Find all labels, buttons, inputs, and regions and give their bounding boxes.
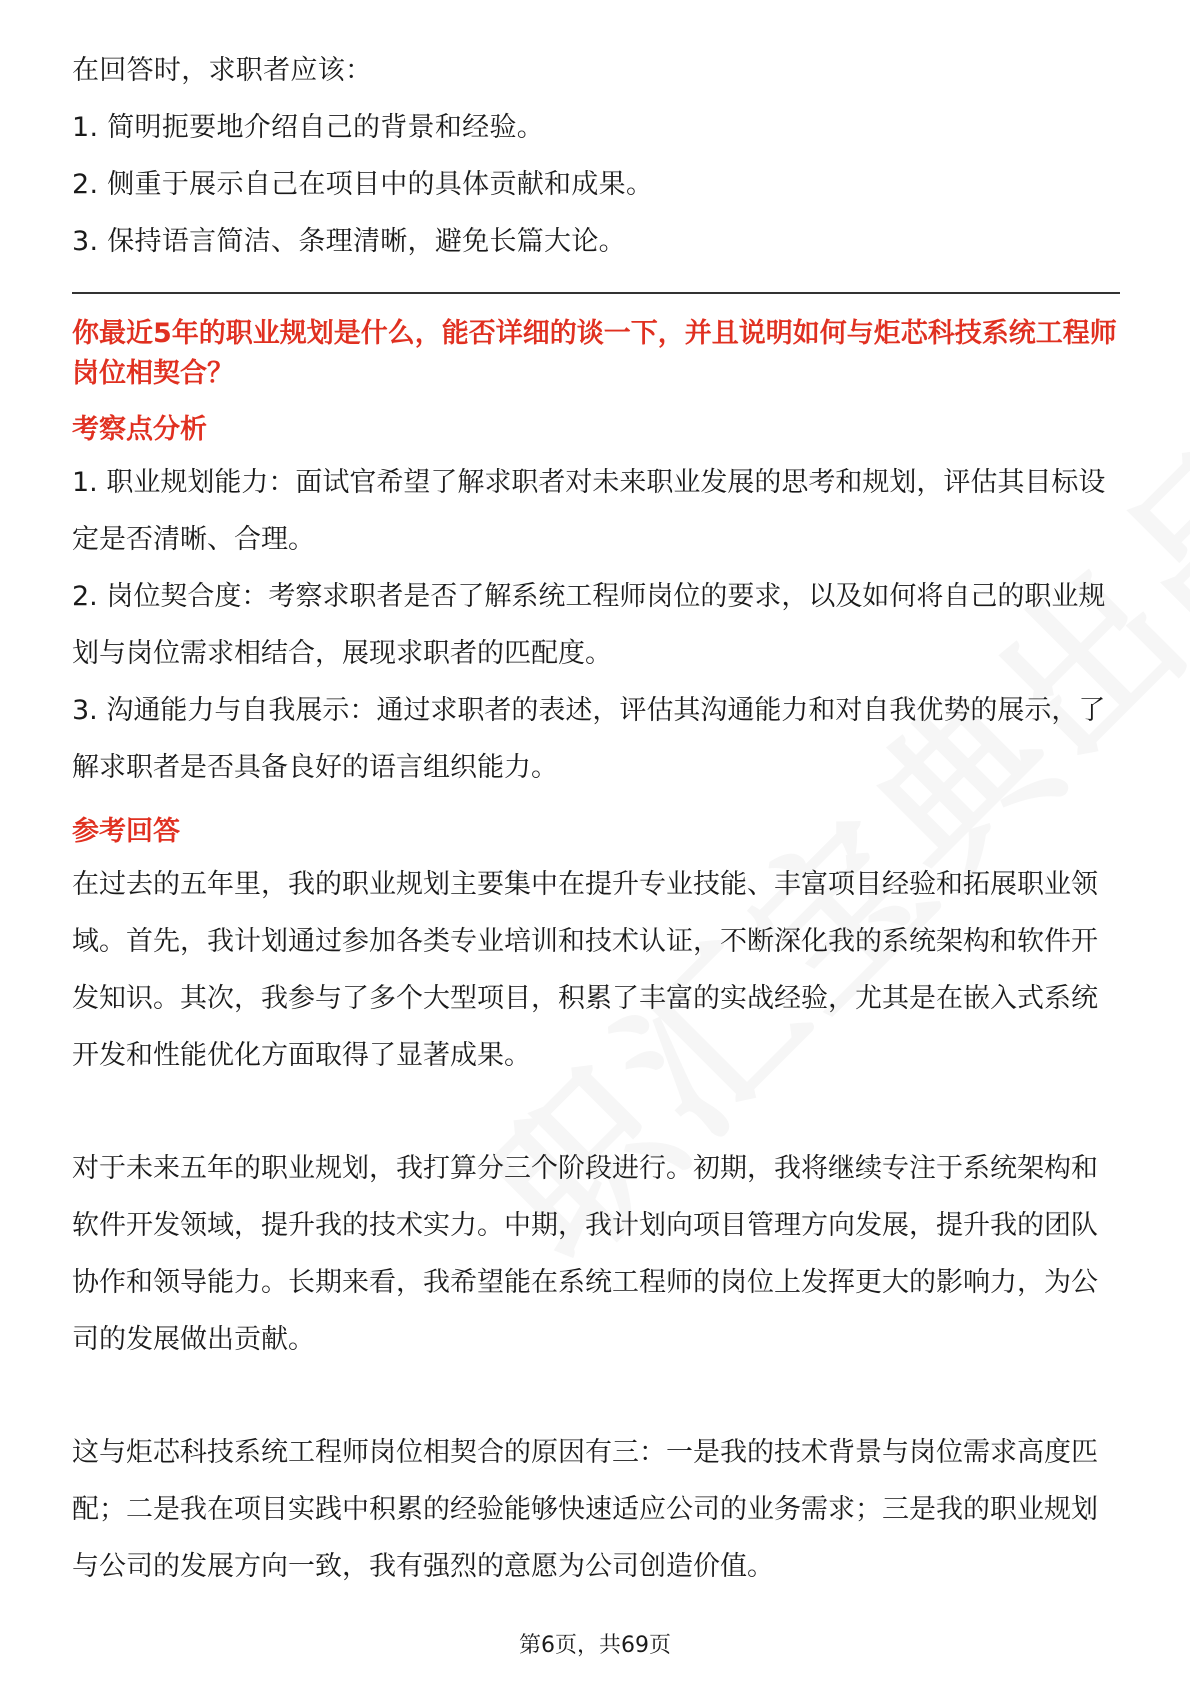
answer-body	[72, 856, 1120, 1595]
page-number: 第6页，共69页	[519, 1633, 671, 1658]
analysis-heading: 考察点分析	[72, 414, 207, 445]
intro-lead: 在回答时，求职者应该：	[72, 55, 373, 86]
answer-paragraph: 对于未来五年的职业规划，我打算分三个阶段进行。初期，我将继续专注于系统架构和软件开发领域，提升我的技术实力。中期，我计划向项目管理方向发展，提升我的团队协作和领导能力。长期来看，我希望能在系统工程师的岗位上发挥更大的影响力，为公司的发展做出贡献。	[72, 1153, 1098, 1355]
document-page	[72, 0, 1120, 1595]
section-divider	[72, 292, 1120, 294]
answer-paragraph: 在过去的五年里，我的职业规划主要集中在提升专业技能、丰富项目经验和拓展职业领域。首先，我计划通过参加各类专业培训和技术认证，不断深化我的系统架构和软件开发知识。其次，我参与了多个大型项目，积累了丰富的实战经验，尤其是在嵌入式系统开发和性能优化方面取得了显著成果。	[72, 869, 1098, 1071]
intro-section	[72, 0, 1120, 270]
analysis-item: 1. 职业规划能力：面试官希望了解求职者对未来职业发展的思考和规划，评估其目标设定是否清晰、合理。	[72, 467, 1106, 555]
analysis-list	[72, 454, 1120, 796]
analysis-item: 2. 岗位契合度：考察求职者是否了解系统工程师岗位的要求，以及如何将自己的职业规划与岗位需求相结合，展现求职者的匹配度。	[72, 581, 1106, 669]
analysis-item: 3. 沟通能力与自我展示：通过求职者的表述，评估其沟通能力和对自我优势的展示，了解求职者是否具备良好的语言组织能力。	[72, 695, 1106, 783]
answer-paragraph: 这与炬芯科技系统工程师岗位相契合的原因有三：一是我的技术背景与岗位需求高度匹配；二是我在项目实践中积累的经验能够快速适应公司的业务需求；三是我的职业规划与公司的发展方向一致，我有强烈的意愿为公司创造价值。	[72, 1437, 1098, 1582]
intro-item: 3. 保持语言简洁、条理清晰，避免长篇大论。	[72, 226, 626, 257]
intro-item: 2. 侧重于展示自己在项目中的具体贡献和成果。	[72, 169, 654, 200]
question-title: 你最近5年的职业规划是什么，能否详细的谈一下，并且说明如何与炬芯科技系统工程师岗位相契合？	[72, 318, 1117, 389]
answer-heading: 参考回答	[72, 816, 180, 847]
intro-item: 1. 简明扼要地介绍自己的背景和经验。	[72, 112, 545, 143]
